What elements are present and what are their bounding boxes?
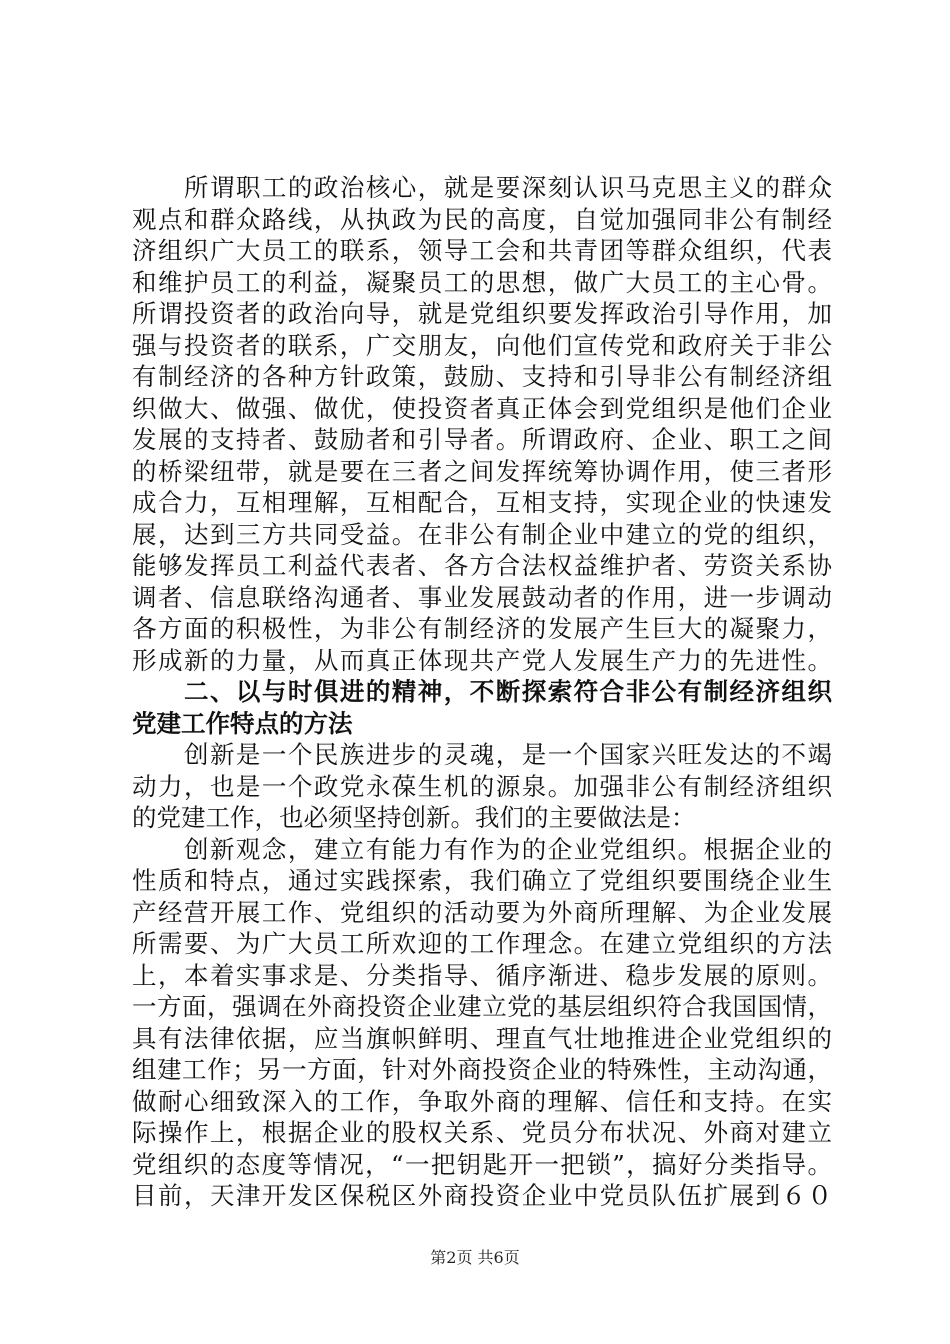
paragraph-line: 上，本着实事求是、分类指导、循序渐进、稳步发展的原则。: [132, 960, 832, 990]
paragraph-line: 所需要、为广大员工所欢迎的工作理念。在建立党组织的方法: [132, 929, 832, 958]
paragraph-line: 观点和群众路线，从执政为民的高度，自觉加强同非公有制经: [132, 204, 832, 234]
paragraph-line: 成合力，互相理解，互相配合，互相支持，实现企业的快速发: [132, 488, 832, 517]
paragraph-line: 形成新的力量，从而真正体现共产党人发展生产力的先进性。: [132, 645, 832, 675]
paragraph-line: 的党建工作，也必须坚持创新。我们的主要做法是：: [132, 803, 696, 832]
section-heading-line: 二、以与时俱进的精神，不断探索符合非公有制经济组织: [132, 677, 832, 706]
paragraph-line: 做耐心细致深入的工作，争取外商的理解、信任和支持。在实: [132, 1086, 832, 1116]
paragraph-line: 创新观念，建立有能力有作为的企业党组织。根据企业的: [132, 834, 832, 864]
paragraph-line: 织做大、做强、做优，使投资者真正体会到党组织是他们企业: [132, 393, 832, 423]
paragraph-line: 各方面的积极性，为非公有制经济的发展产生巨大的凝聚力，: [132, 614, 832, 643]
paragraph-line: 展，达到三方共同受益。在非公有制企业中建立的党的组织，: [132, 519, 832, 549]
paragraph-line: 强与投资者的联系，广交朋友，向他们宣传党和政府关于非公: [132, 330, 832, 360]
page-number: 第2页 共6页: [430, 1248, 520, 1267]
paragraph-line: 发展的支持者、鼓励者和引导者。所谓政府、企业、职工之间: [132, 425, 832, 454]
paragraph-line: 动力，也是一个政党永葆生机的源泉。加强非公有制经济组织: [132, 771, 832, 801]
paragraph-line: 的桥梁纽带，就是要在三者之间发挥统筹协调作用，使三者形: [132, 456, 832, 486]
paragraph-line: 一方面，强调在外商投资企业建立党的基层组织符合我国国情，: [132, 992, 832, 1021]
paragraph-line: 创新是一个民族进步的灵魂，是一个国家兴旺发达的不竭: [132, 740, 832, 769]
paragraph-line: 目前，天津开发区保税区外商投资企业中党员队伍扩展到６０: [132, 1181, 832, 1210]
paragraph-line: 有制经济的各种方针政策，鼓励、支持和引导非公有制经济组: [132, 362, 832, 391]
section-heading-line: 党建工作特点的方法: [132, 708, 353, 738]
paragraph-line: 党组织的态度等情况，“一把钥匙开一把锁”，搞好分类指导。: [132, 1149, 832, 1179]
paragraph-line: 能够发挥员工利益代表者、各方合法权益维护者、劳资关系协: [132, 551, 832, 580]
paragraph-line: 组建工作；另一方面，针对外商投资企业的特殊性，主动沟通，: [132, 1055, 832, 1084]
paragraph-line: 济组织广大员工的联系，领导工会和共青团等群众组织，代表: [132, 236, 832, 265]
document-body: [132, 172, 832, 1212]
paragraph-line: 性质和特点，通过实践探索，我们确立了党组织要围绕企业生: [132, 866, 832, 895]
paragraph-line: 产经营开展工作、党组织的活动要为外商所理解、为企业发展: [132, 897, 832, 927]
paragraph-line: 调者、信息联络沟通者、事业发展鼓动者的作用，进一步调动: [132, 582, 832, 612]
paragraph-line: 所谓职工的政治核心，就是要深刻认识马克思主义的群众: [132, 173, 832, 202]
paragraph-line: 所谓投资者的政治向导，就是党组织要发挥政治引导作用，加: [132, 299, 832, 328]
paragraph-line: 际操作上，根据企业的股权关系、党员分布状况、外商对建立: [132, 1118, 832, 1147]
paragraph-line: 具有法律依据，应当旗帜鲜明、理直气壮地推进企业党组织的: [132, 1023, 832, 1053]
paragraph-line: 和维护员工的利益，凝聚员工的思想，做广大员工的主心骨。: [132, 267, 832, 297]
